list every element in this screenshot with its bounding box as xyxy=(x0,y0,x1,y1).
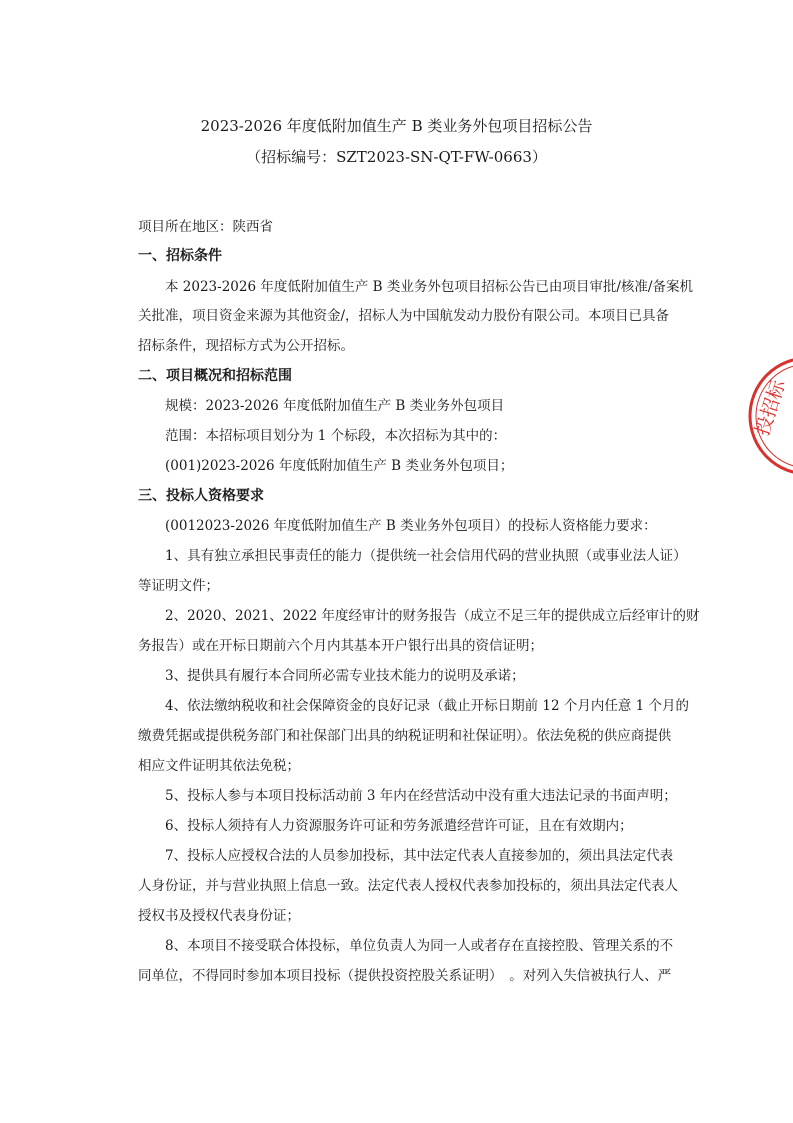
paragraph-line: 7、投标人应授权合法的人员参加投标，其中法定代表人直接参加的，须出具法定代表 xyxy=(165,848,674,864)
paragraph-line: 关批准，项目资金来源为其他资金/，招标人为中国航发动力股份有限公司。本项目已具备 xyxy=(138,308,670,324)
paragraph-line: 范围：本招标项目划分为 1 个标段，本次招标为其中的： xyxy=(165,428,507,444)
paragraph-line: 3、提供具有履行本合同所必需专业技术能力的说明及承诺； xyxy=(165,668,525,684)
svg-text:投招标: 投招标 xyxy=(751,377,790,439)
paragraph-line: 本 2023-2026 年度低附加值生产 B 类业务外包项目招标公告已由项目审批/核准/备案机 xyxy=(165,279,693,295)
paragraph-line: 4、依法缴纳税收和社会保障资金的良好记录（截止开标日期前 12 个月内任意 1 个月的 xyxy=(165,698,690,714)
seal-stamp-icon xyxy=(740,352,793,482)
paragraph-line: 6、投标人须持有人力资源服务许可证和劳务派遣经营许可证，且在有效期内； xyxy=(165,818,633,834)
paragraph-line: 授权书及授权代表身份证； xyxy=(138,908,300,924)
project-region: 项目所在地区：陕西省 xyxy=(138,219,273,235)
paragraph-line: 缴费凭据或提供税务部门和社保部门出具的纳税证明和社保证明）。依法免税的供应商提供 xyxy=(138,728,672,744)
paragraph-line: 规模：2023-2026 年度低附加值生产 B 类业务外包项目 xyxy=(165,398,505,414)
paragraph-line: 招标条件，现招标方式为公开招标。 xyxy=(138,338,354,354)
paragraph-line: 2、2020、2021、2022 年度经审计的财务报告（成立不足三年的提供成立后经审计的财 xyxy=(165,608,700,624)
paragraph-line: 5、投标人参与本项目投标活动前 3 年内在经营活动中没有重大违法记录的书面声明； xyxy=(165,788,677,804)
section-heading-qualifications: 三、投标人资格要求 xyxy=(138,488,264,504)
tender-code: （招标编号：SZT2023-SN-QT-FW-0663） xyxy=(246,148,547,166)
paragraph-line: 8、本项目不接受联合体投标，单位负责人为同一人或者存在直接控股、管理关系的不 xyxy=(165,938,674,954)
paragraph-line: 人身份证，并与营业执照上信息一致。法定代表人授权代表参加投标的，须出具法定代表人 xyxy=(138,878,678,894)
paragraph-line: 同单位，不得同时参加本项目投标（提供投资控股关系证明） 。对列入失信被执行人、严 xyxy=(138,968,672,984)
paragraph-line: 相应文件证明其依法免税； xyxy=(138,758,300,774)
paragraph-line: (0012023-2026 年度低附加值生产 B 类业务外包项目）的投标人资格能力要求： xyxy=(165,518,657,534)
section-heading-conditions: 一、招标条件 xyxy=(138,248,222,264)
document-title: 2023-2026 年度低附加值生产 B 类业务外包项目招标公告 xyxy=(200,117,593,135)
paragraph-line: 等证明文件； xyxy=(138,578,219,594)
paragraph-line: 1、具有独立承担民事责任的能力（提供统一社会信用代码的营业执照（或事业法人证） xyxy=(165,548,687,564)
paragraph-line: (001)2023-2026 年度低附加值生产 B 类业务外包项目； xyxy=(165,458,514,474)
paragraph-line: 务报告）或在开标日期前六个月内其基本开户银行出具的资信证明； xyxy=(138,638,543,654)
section-heading-overview: 二、项目概况和招标范围 xyxy=(138,368,292,384)
